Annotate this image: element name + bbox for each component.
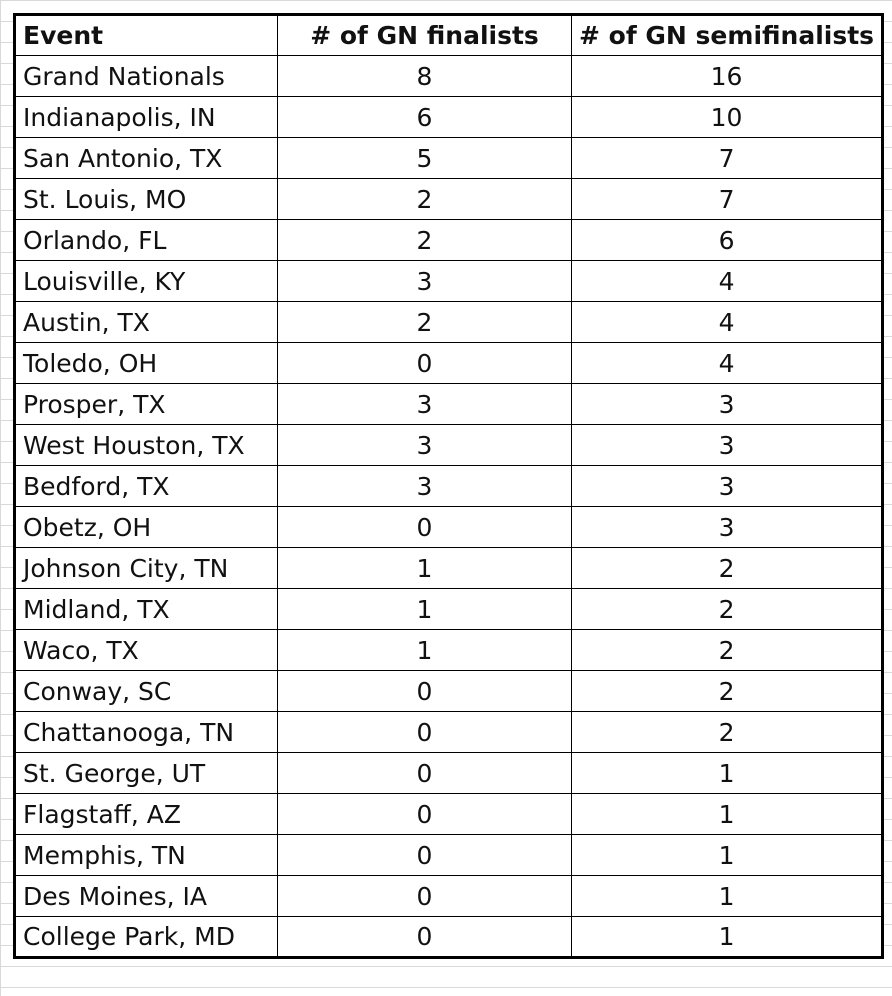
cell-finalists[interactable]: 0 (278, 712, 572, 753)
table-row (15, 384, 883, 425)
header-event[interactable]: Event (15, 15, 278, 56)
cell-event[interactable]: West Houston, TX (15, 425, 278, 466)
cell-event[interactable]: Des Moines, IA (15, 876, 278, 917)
table-row (15, 466, 883, 507)
table-row (15, 56, 883, 97)
cell-semifinalists[interactable]: 3 (572, 507, 883, 548)
cell-event[interactable]: College Park, MD (15, 917, 278, 958)
table-row (15, 589, 883, 630)
cell-semifinalists[interactable]: 1 (572, 917, 883, 958)
header-row (15, 15, 883, 56)
cell-finalists[interactable]: 0 (278, 876, 572, 917)
cell-finalists[interactable]: 3 (278, 384, 572, 425)
table-row (15, 630, 883, 671)
table-row (15, 548, 883, 589)
table-row (15, 179, 883, 220)
table-row (15, 302, 883, 343)
table-row (15, 507, 883, 548)
cell-event[interactable]: Midland, TX (15, 589, 278, 630)
cell-event[interactable]: Flagstaff, AZ (15, 794, 278, 835)
cell-semifinalists[interactable]: 7 (572, 138, 883, 179)
cell-finalists[interactable]: 0 (278, 794, 572, 835)
cell-event[interactable]: Prosper, TX (15, 384, 278, 425)
cell-event[interactable]: St. Louis, MO (15, 179, 278, 220)
table-row (15, 138, 883, 179)
table-row (15, 753, 883, 794)
cell-semifinalists[interactable]: 2 (572, 671, 883, 712)
cell-event[interactable]: Conway, SC (15, 671, 278, 712)
cell-finalists[interactable]: 2 (278, 179, 572, 220)
cell-finalists[interactable]: 1 (278, 589, 572, 630)
cell-finalists[interactable]: 0 (278, 835, 572, 876)
cell-finalists[interactable]: 0 (278, 507, 572, 548)
cell-finalists[interactable]: 0 (278, 671, 572, 712)
cell-semifinalists[interactable]: 6 (572, 220, 883, 261)
cell-finalists[interactable]: 0 (278, 343, 572, 384)
cell-event[interactable]: Memphis, TN (15, 835, 278, 876)
table-row (15, 425, 883, 466)
table-row (15, 835, 883, 876)
cell-event[interactable]: Austin, TX (15, 302, 278, 343)
cell-finalists[interactable]: 6 (278, 97, 572, 138)
cell-finalists[interactable]: 8 (278, 56, 572, 97)
cell-finalists[interactable]: 3 (278, 261, 572, 302)
cell-semifinalists[interactable]: 2 (572, 712, 883, 753)
cell-event[interactable]: Toledo, OH (15, 343, 278, 384)
table-row (15, 220, 883, 261)
cell-semifinalists[interactable]: 10 (572, 97, 883, 138)
cell-event[interactable]: Johnson City, TN (15, 548, 278, 589)
cell-finalists[interactable]: 1 (278, 548, 572, 589)
cell-event[interactable]: Bedford, TX (15, 466, 278, 507)
table-row (15, 343, 883, 384)
cell-event[interactable]: Obetz, OH (15, 507, 278, 548)
cell-semifinalists[interactable]: 7 (572, 179, 883, 220)
cell-finalists[interactable]: 0 (278, 917, 572, 958)
cell-event[interactable]: Orlando, FL (15, 220, 278, 261)
cell-semifinalists[interactable]: 3 (572, 384, 883, 425)
cell-semifinalists[interactable]: 1 (572, 835, 883, 876)
table-row (15, 712, 883, 753)
table-row (15, 794, 883, 835)
results-table (13, 13, 884, 959)
table-row (15, 917, 883, 958)
cell-finalists[interactable]: 1 (278, 630, 572, 671)
cell-event[interactable]: Louisville, KY (15, 261, 278, 302)
table-row (15, 97, 883, 138)
cell-event[interactable]: San Antonio, TX (15, 138, 278, 179)
cell-semifinalists[interactable]: 4 (572, 302, 883, 343)
cell-finalists[interactable]: 3 (278, 466, 572, 507)
table-row (15, 261, 883, 302)
cell-semifinalists[interactable]: 1 (572, 753, 883, 794)
table-row (15, 671, 883, 712)
cell-finalists[interactable]: 0 (278, 753, 572, 794)
table-row (15, 876, 883, 917)
cell-semifinalists[interactable]: 3 (572, 466, 883, 507)
header-finalists[interactable]: # of GN finalists (278, 15, 572, 56)
cell-semifinalists[interactable]: 1 (572, 876, 883, 917)
cell-finalists[interactable]: 2 (278, 302, 572, 343)
cell-semifinalists[interactable]: 3 (572, 425, 883, 466)
cell-semifinalists[interactable]: 2 (572, 630, 883, 671)
cell-semifinalists[interactable]: 4 (572, 343, 883, 384)
cell-finalists[interactable]: 3 (278, 425, 572, 466)
cell-event[interactable]: Grand Nationals (15, 56, 278, 97)
cell-semifinalists[interactable]: 1 (572, 794, 883, 835)
cell-finalists[interactable]: 5 (278, 138, 572, 179)
header-semifinalists[interactable]: # of GN semifinalists (572, 15, 883, 56)
cell-semifinalists[interactable]: 2 (572, 589, 883, 630)
cell-event[interactable]: Indianapolis, IN (15, 97, 278, 138)
table-body (15, 56, 883, 958)
cell-semifinalists[interactable]: 4 (572, 261, 883, 302)
cell-event[interactable]: Waco, TX (15, 630, 278, 671)
cell-event[interactable]: St. George, UT (15, 753, 278, 794)
cell-finalists[interactable]: 2 (278, 220, 572, 261)
cell-event[interactable]: Chattanooga, TN (15, 712, 278, 753)
cell-semifinalists[interactable]: 2 (572, 548, 883, 589)
cell-semifinalists[interactable]: 16 (572, 56, 883, 97)
